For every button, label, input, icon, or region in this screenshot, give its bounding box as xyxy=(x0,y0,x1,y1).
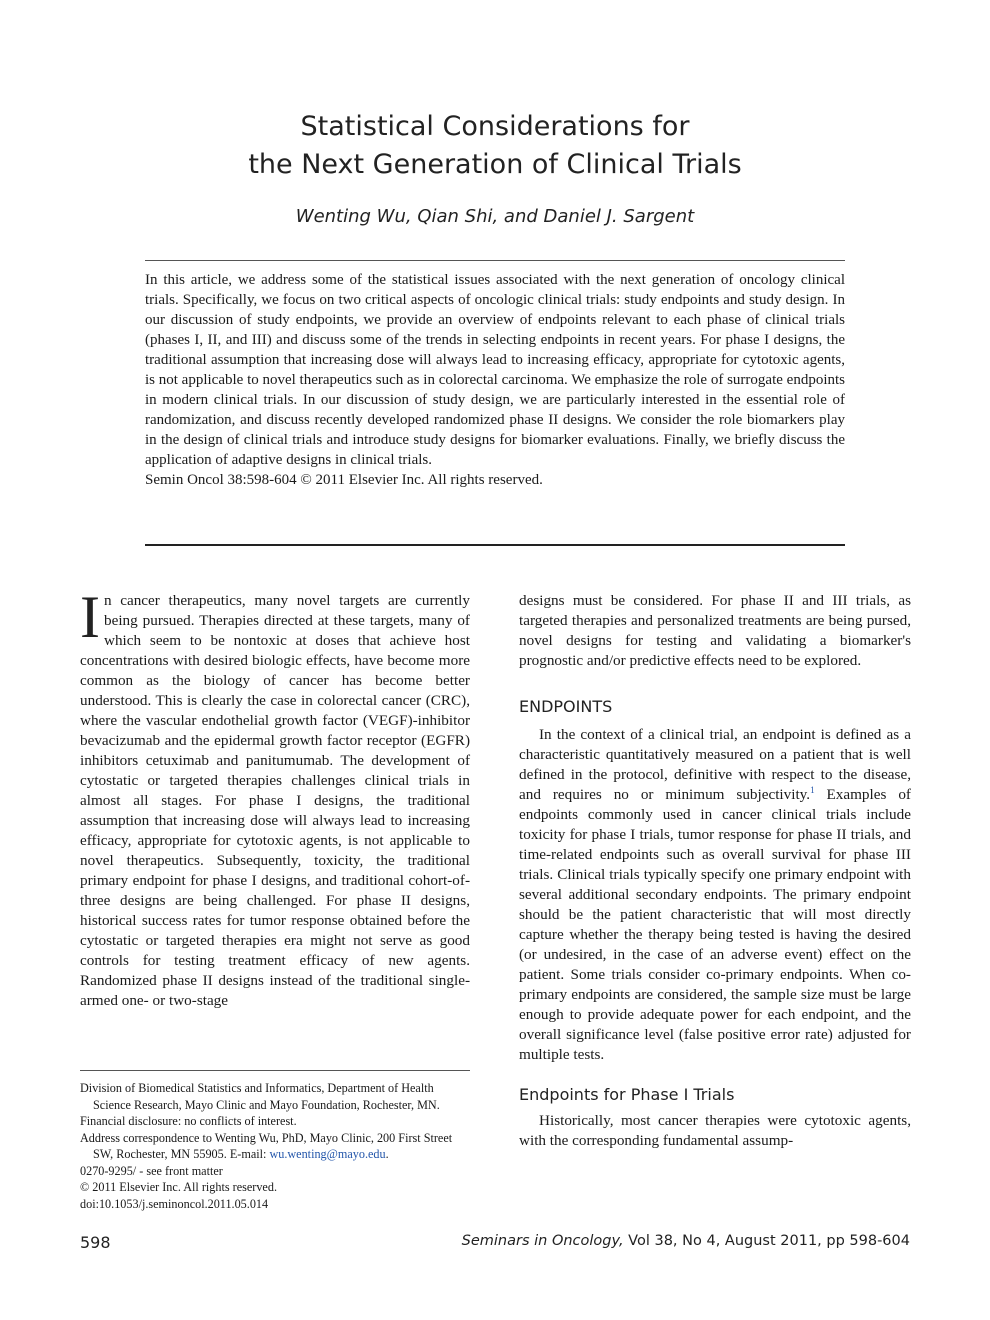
journal-details: Vol 38, No 4, August 2011, pp 598-604 xyxy=(623,1233,910,1249)
left-column xyxy=(80,584,470,1011)
footnote-issn: 0270-9295/ - see front matter xyxy=(80,1163,223,1178)
intro-paragraph xyxy=(80,584,470,1011)
abstract-citation: Semin Oncol 38:598-604 © 2011 Elsevier Inc. All rights reserved. xyxy=(145,472,543,488)
section-heading-endpoints: ENDPOINTS xyxy=(519,697,613,716)
intro-text: n cancer therapeutics, many novel targets are currently being pursued. Therapies directed at these targets, many of which seem to be nontoxic at doses that achieve host concentrations with desired biologic effects, have become more common as the biology of cancer has become better understood. This is clearly the case in colorectal cancer (CRC), where the vascular endothelial growth factor (VEGF)-inhibitor bevacizumab and the epidermal growth factor receptor (EGFR) inhibitors cetuximab and panitumumab. The development of cytostatic or targeted therapies challenges clinical trials in almost all stages. For phase I designs, the traditional assumption that increasing dose will always lead to increasing efficacy, appropriate for cytotoxic agents, is not applicable to novel therapeutics. Subsequently, toxicity, the traditional primary endpoint for phase I designs, and traditional cohort-of-three designs are being challenged. For phase II designs, historical success rates for tumor response obtained before the cytostatic or targeted therapies era might not serve as good controls for testing treatment efficacy of new agents. Randomized phase II designs instead of the traditional single-armed one- or two-stage xyxy=(80,592,470,1009)
journal-name: Seminars in Oncology, xyxy=(461,1233,624,1249)
footnote-doi: doi:10.1053/j.seminoncol.2011.05.014 xyxy=(80,1196,269,1211)
article-title xyxy=(0,108,990,184)
page-number: 598 xyxy=(80,1233,111,1252)
footnote-affiliation: Division of Biomedical Statistics and Informatics, Department of Health Science Research, Mayo Clinic and Mayo Foundation, Rochester, MN. xyxy=(80,1081,440,1112)
footnotes xyxy=(80,1080,472,1212)
footnote-disclosure: Financial disclosure: no conflicts of interest. xyxy=(80,1114,297,1128)
correspondence-end: . xyxy=(385,1147,389,1161)
endpoints-text-b: Examples of endpoints commonly used in cancer clinical trials include toxicity for phase I trials, tumor response for phase II trials, and time-related endpoints such as overall survival for phase III trials. Clinical trials typically specify one primary endpoint with several additional secondary endpoints. The primary endpoint should be the patient characteristic that will most directly capture whether the therapy being tested is having the desired (or undesired, in the case of an adverse event) effect on the patient. Some trials consider co-primary endpoints. When co-primary endpoints are considered, the sample size must be large enough to provide adequate power for each endpoint, and the overall significance level (false positive error rate) adjusted for multiple tests. xyxy=(519,786,911,1063)
author-list: Wenting Wu, Qian Shi, and Daniel J. Sargent xyxy=(295,206,695,227)
email-link[interactable]: wu.wenting@mayo.edu xyxy=(269,1147,386,1161)
abstract-bottom-rule xyxy=(145,544,845,546)
abstract-top-rule xyxy=(145,260,845,261)
footnote-copyright: © 2011 Elsevier Inc. All rights reserved. xyxy=(80,1180,277,1194)
footnote-correspondence xyxy=(80,1130,472,1163)
endpoints-text-a: In the context of a clinical trial, an endpoint is defined as a characteristic quantitatively measured on a patient that is well defined in the protocol, definitive with respect to the disease, and requires no or minimum subjectivity. xyxy=(519,726,911,803)
reference-link-1[interactable]: 1 xyxy=(810,784,815,795)
abstract xyxy=(145,270,845,490)
correspondence-text: Address correspondence to Wenting Wu, PhD, Mayo Clinic, 200 First Street SW, Rochester, MN 55905. E-mail: xyxy=(80,1130,453,1161)
title-line-2: the Next Generation of Clinical Trials xyxy=(248,149,742,180)
title-line-1: Statistical Considerations for xyxy=(300,111,690,142)
journal-citation xyxy=(390,1233,910,1249)
drop-cap: I xyxy=(80,584,100,650)
abstract-text: In this article, we address some of the statistical issues associated with the next generation of oncology clinical trials. Specifically, we focus on two critical aspects of oncologic clinical trials: study endpoints and study design. In our discussion of study endpoints, we provide an overview of endpoints relevant to each phase of clinical trials (phases I, II, and III) and discuss some of the trends in selecting endpoints in recent years. For phase I designs, the traditional assumption that increasing dose will always lead to increasing efficacy, appropriate for cytotoxic agents, is not applicable to novel therapeutics such as in colorectal carcinoma. We emphasize the role of surrogate endpoints in modern clinical trials. In our discussion of study design, we are particularly interested in the essential role of randomization, and discuss recently developed randomized phase II designs. We consider the role biomarkers play in the design of clinical trials and introduce study designs for biomarker evaluations. Finally, we briefly discuss the application of adaptive designs in clinical trials. xyxy=(145,272,845,468)
intro-continuation: designs must be considered. For phase II and III trials, as targeted therapies and personalized treatments are being pursed, novel designs for testing and validating a biomarker's prognostic and/or predictive effects need to be explored. xyxy=(519,592,911,669)
endpoints-paragraph xyxy=(519,725,911,1065)
subsection-heading-phase1: Endpoints for Phase I Trials xyxy=(519,1085,735,1104)
phase1-paragraph: Historically, most cancer therapies were cytotoxic agents, with the corresponding fundamental assump- xyxy=(519,1112,911,1149)
right-column xyxy=(519,591,911,1151)
footnote-rule xyxy=(80,1070,470,1071)
